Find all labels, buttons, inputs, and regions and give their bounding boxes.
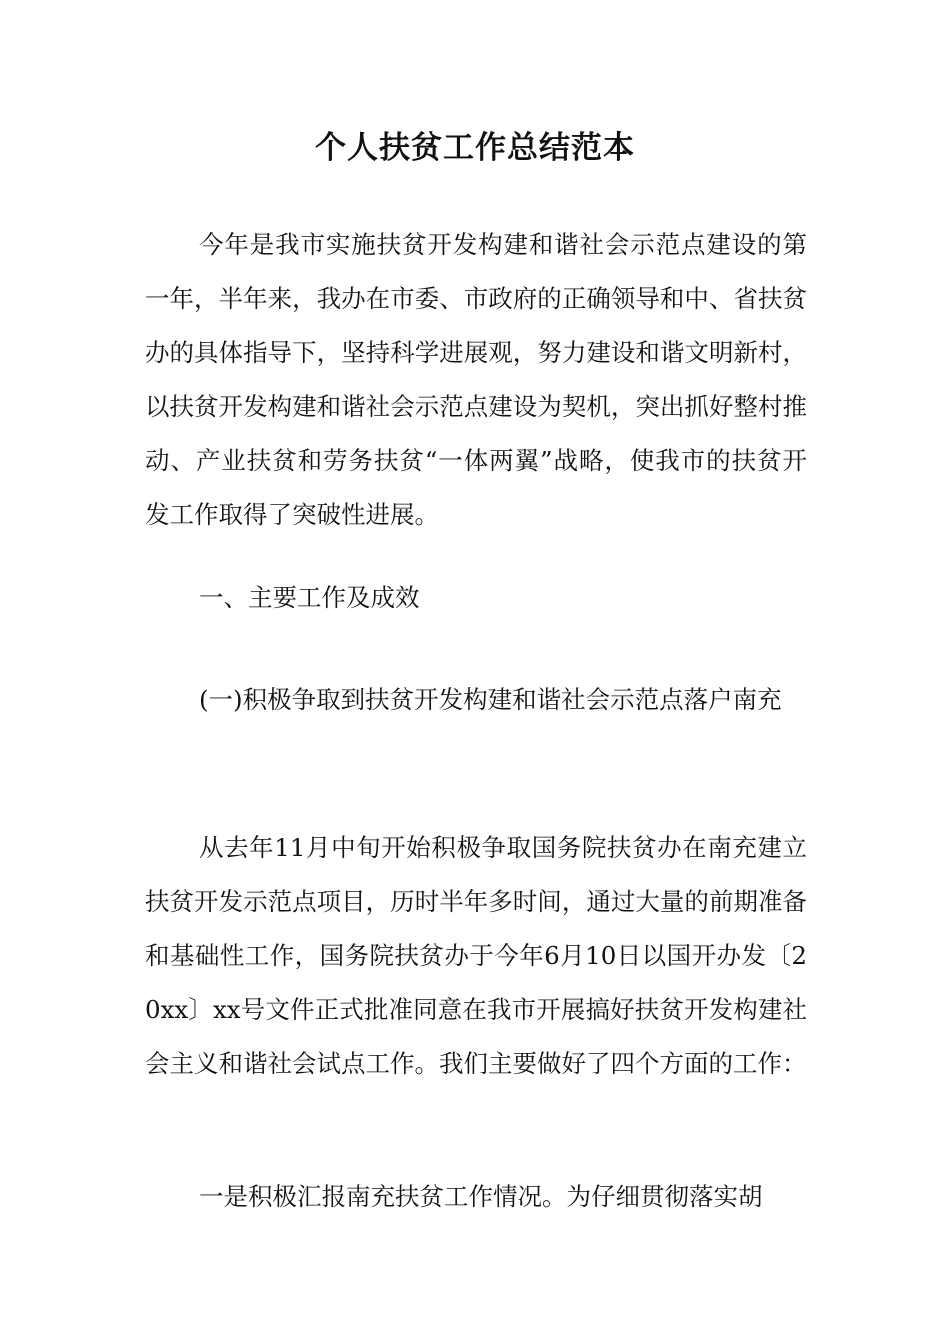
section-heading: 一、主要工作及成效: [199, 583, 420, 612]
point-paragraph: 一是积极汇报南充扶贫工作情况。为仔细贯彻落实胡: [199, 1182, 763, 1211]
subsection-heading: (一)积极争取到扶贫开发构建和谐社会示范点落户南充: [199, 685, 782, 714]
body-paragraph: 从去年11月中旬开始积极争取国务院扶贫办在南充建立扶贫开发示范点项目，历时半年多时间，通过大量的前期准备和基础性工作，国务院扶贫办于今年6月10日以国开办发〔20xx〕xx号文件正式批准同意在我市开展搞好扶贫开发构建社会主义和谐社会试点工作。我们主要做好了四个方面的工作：: [145, 833, 807, 1078]
document-title: 个人扶贫工作总结范本: [315, 130, 635, 166]
intro-paragraph: 今年是我市实施扶贫开发构建和谐社会示范点建设的第一年，半年来，我办在市委、市政府的正确领导和中、省扶贫办的具体指导下，坚持科学进展观，努力建设和谐文明新村，以扶贫开发构建和谐社会示范点建设为契机，突出抓好整村推动、产业扶贫和劳务扶贫“一体两翼”战略，使我市的扶贫开发工作取得了突破性进展。: [145, 230, 807, 529]
